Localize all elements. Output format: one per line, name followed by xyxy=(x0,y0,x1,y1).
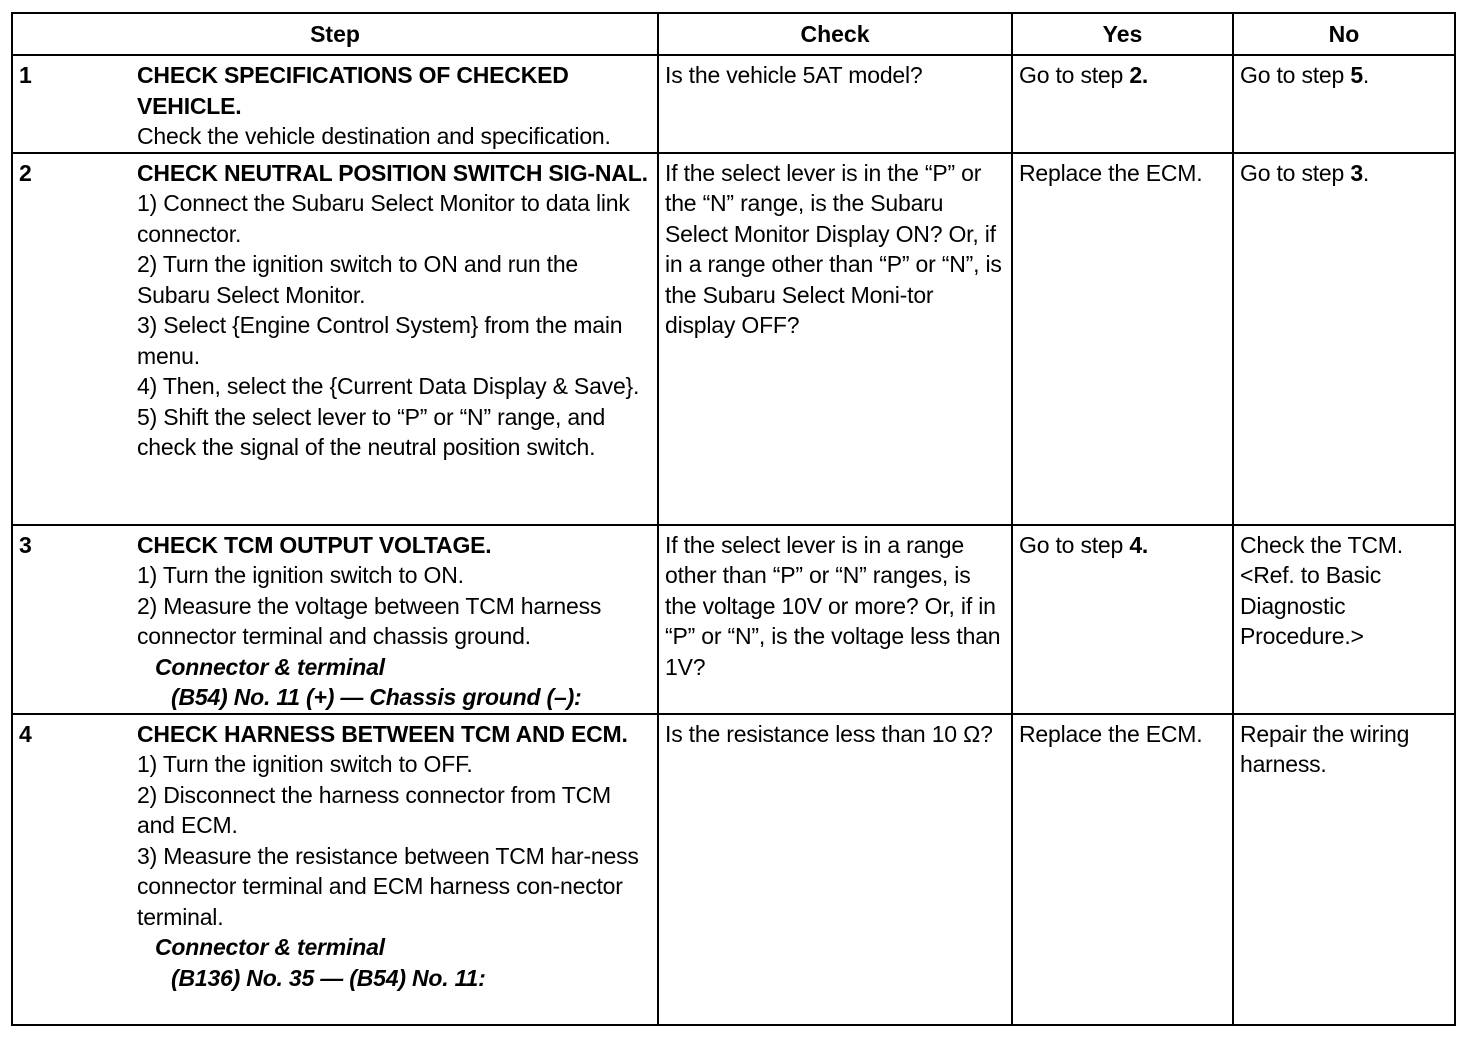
yes-cell xyxy=(1012,525,1233,714)
check-cell xyxy=(658,525,1012,714)
header-row xyxy=(12,13,1455,55)
step-cell xyxy=(12,55,658,153)
check-cell xyxy=(658,55,1012,153)
step-instruction: 1) Connect the Subaru Select Monitor to data link connector. xyxy=(137,190,630,247)
step-instruction: 1) Turn the ignition switch to ON. xyxy=(137,562,464,588)
step-instruction: 2) Measure the voltage between TCM harness connector terminal and chassis ground. xyxy=(137,592,602,649)
no-text: Repair the wiring harness. xyxy=(1240,720,1410,777)
step-instruction: 2) Turn the ignition switch to ON and run the Subaru Select Monitor. xyxy=(137,251,579,308)
check-cell xyxy=(658,714,1012,1025)
connector-terminal-value: (B136) No. 35 — (B54) No. 11: xyxy=(171,964,486,991)
table-row xyxy=(12,714,1455,1025)
no-cell xyxy=(1233,55,1455,153)
check-cell xyxy=(658,153,1012,525)
yes-cell xyxy=(1012,153,1233,525)
step-title: CHECK HARNESS BETWEEN TCM AND ECM. xyxy=(137,720,628,747)
step-title: CHECK NEUTRAL POSITION SWITCH SIG-NAL. xyxy=(137,159,648,186)
go-to-label: Go to step xyxy=(1240,159,1345,186)
step-cell xyxy=(12,714,658,1025)
step-title: CHECK SPECIFICATIONS OF CHECKED VEHICLE. xyxy=(137,62,569,119)
check-text: Is the resistance less than 10 Ω? xyxy=(665,720,993,747)
step-instruction: 5) Shift the select lever to “P” or “N” range, and check the signal of the neutral position switch. xyxy=(137,403,606,460)
period: . xyxy=(1362,62,1370,88)
go-to-label: Go to step xyxy=(1240,62,1345,88)
no-cell xyxy=(1233,153,1455,525)
step-instruction: 1) Turn the ignition switch to OFF. xyxy=(137,751,473,777)
go-to-step-number: 4 xyxy=(1129,531,1142,558)
step-instruction: 3) Select {Engine Control System} from the main menu. xyxy=(137,312,623,369)
step-cell xyxy=(12,153,658,525)
table-row xyxy=(12,55,1455,153)
diagnostic-table xyxy=(11,12,1456,1026)
go-to-label: Go to step xyxy=(1019,62,1124,88)
period: . xyxy=(1141,531,1149,558)
period: . xyxy=(1362,159,1370,186)
header-check: Check xyxy=(658,13,1012,55)
check-text: Is the vehicle 5AT model? xyxy=(665,62,923,88)
connector-terminal-value: (B54) No. 11 (+) — Chassis ground (–): xyxy=(171,684,582,710)
step-instruction: 2) Disconnect the harness connector from TCM and ECM. xyxy=(137,781,611,838)
check-text: If the select lever is in the “P” or the “N” range, is the Subaru Select Monitor Display ON? Or, if in a range other than “P” or “N”, is the Subaru Select Moni-tor display OFF? xyxy=(665,159,1002,338)
no-cell xyxy=(1233,525,1455,714)
no-cell xyxy=(1233,714,1455,1025)
step-title: CHECK TCM OUTPUT VOLTAGE. xyxy=(137,531,492,558)
header-no: No xyxy=(1233,13,1455,55)
step-cell xyxy=(12,525,658,714)
yes-text: Replace the ECM. xyxy=(1019,159,1203,186)
table-row xyxy=(12,525,1455,714)
header-step: Step xyxy=(12,13,658,55)
go-to-label: Go to step xyxy=(1019,531,1124,558)
yes-text: Replace the ECM. xyxy=(1019,720,1203,747)
go-to-step-number: 3 xyxy=(1350,159,1363,186)
step-instruction: Check the vehicle destination and specification. xyxy=(137,123,611,149)
check-text: If the select lever is in a range other than “P” or “N” ranges, is the voltage 10V or more? Or, if in “P” or “N”, is the voltage less than 1V? xyxy=(665,531,1001,680)
step-instruction: 4) Then, select the {Current Data Display & Save}. xyxy=(137,373,640,399)
table-row xyxy=(12,153,1455,525)
step-instruction: 3) Measure the resistance between TCM har-ness connector terminal and ECM harness con-nector terminal. xyxy=(137,842,639,930)
go-to-step-number: 2 xyxy=(1129,62,1142,88)
no-text: Check the TCM. <Ref. to Basic Diagnostic Procedure.> xyxy=(1240,531,1403,649)
step-number: 2 xyxy=(19,159,32,186)
step-number: 3 xyxy=(19,531,32,558)
step-number: 1 xyxy=(19,62,32,88)
step-number: 4 xyxy=(19,720,32,747)
yes-cell xyxy=(1012,714,1233,1025)
connector-label: Connector & terminal xyxy=(155,653,385,680)
header-yes: Yes xyxy=(1012,13,1233,55)
go-to-step-number: 5 xyxy=(1350,62,1363,88)
period: . xyxy=(1141,62,1149,88)
yes-cell xyxy=(1012,55,1233,153)
connector-label: Connector & terminal xyxy=(155,934,385,960)
